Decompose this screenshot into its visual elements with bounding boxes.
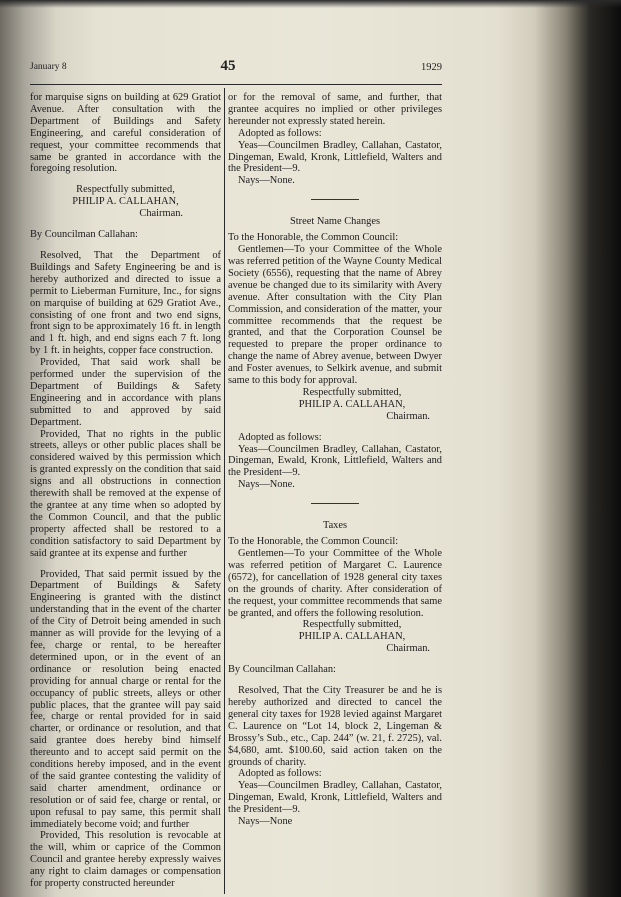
yeas-line: Yeas—Councilmen Bradley, Callahan, Castator, Dingeman, Ewald, Kronk, Littlefield, Walters and the President—9. [228,780,442,816]
paragraph: Gentlemen—To your Committee of the Whole was referred petition of Margaret C. Laurence (6572), for cancellation of 1928 general city taxes on the grounds of charity. After consideration of the request, your committee recommends that same be granted, and offers the following resolution. [228,548,442,619]
page-edge-shadow [0,0,621,8]
by-line: By Councilman Callahan: [228,664,336,676]
section-heading: Street Name Changes [289,216,381,228]
page-number: 45 [220,58,236,74]
signature-title: Chairman. [386,410,430,422]
section-separator [311,199,359,200]
salutation: To the Honorable, the Common Council: [228,536,399,548]
yeas-line: Yeas—Councilmen Bradley, Callahan, Castator, Dingeman, Ewald, Kronk, Littlefield, Walters and the President—9. [228,443,442,479]
paragraph: Provided, This resolution is revocable at the will, whim or caprice of the Common Council and grantee hereby expressly waives any right to claim damages or compensation for property constructed hereunder [30,830,221,890]
adopted-line: Adopted as follows: [238,768,322,780]
nays-line: Nays—None. [238,175,295,187]
column-divider [224,88,225,894]
adopted-line: Adopted as follows: [238,127,322,139]
paragraph: Provided, That said work shall be performed under the supervision of the Department of Buildings & Safety Engineering and in accordance with plans submitted to and approved by said Department. [30,357,221,428]
paragraph: Provided, That no rights in the public streets, alleys or other public places shall be considered waived by this permission which is granted expressly on the condition that said signs and all obstructions in connection therewith shall be removed at the expense of the grantee at any time when so adopted by the Common Council, and that the public property affected shall be restored to a condition satisfactory to said Department by said grantee at its expense and further [30,428,221,559]
paragraph: Gentlemen—To your Committee of the Whole was referred petition of the Wayne County Medical Society (6556), requesting that the name of Abrey avenue be changed due to its similarity with Avery avenue. After consultation with the City Plan Commission, and consideration of the matter, your committee recommends that the request be granted, and that the Corporation Counsel be requested to prepare the proper ordinance to change the name of Abrey avenue, between Dwyer and Foster avenues, to Selkirk avenue, and submit same to this body for approval. [228,244,442,387]
signature-name: PHILIP A. CALLAHAN, [72,196,179,208]
nays-line: Nays—None [238,816,293,828]
signature-title: Chairman. [386,643,430,655]
paragraph: or for the removal of same, and further, that grantee acquires no implied or other privileges hereunder not expressly stated herein. [228,92,442,127]
paragraph: Resolved, That the City Treasurer be and he is hereby authorized and directed to cancel the general city taxes for 1928 levied against Margaret C. Laurence on “Lot 14, block 2, Lingeman & Brossy’s Sub., etc., Cap. 244” (w. 21, f. 2725), val. $4,680, amt. $100.60, said action taken on the grounds of charity. [228,685,442,768]
paragraph: Resolved, That the Department of Buildings and Safety Engineering be and is hereby authorized and directed to issue a permit to Lieberman Furniture, Inc., for signs on marquise of building at 629 Gratiot Ave., consisting of one front and two end signs, front sign to be approximately 16 ft. in length and 1 ft. high, and end signs each 7 ft. long by 1 ft. in heights, copper face construction. [30,249,221,357]
salutation: To the Honorable, the Common Council: [228,232,399,244]
left-column [30,92,221,890]
section-heading: Taxes [322,520,348,532]
header-date: January 8 [30,62,67,72]
right-column [228,92,442,828]
signature-line: Respectfully submitted, [302,386,402,398]
header-rule [30,84,442,85]
nays-line: Nays—None. [238,479,295,491]
paragraph: for marquise signs on building at 629 Gratiot Avenue. After consultation with the Department of Buildings and Safety Engineering, and careful consideration of request, your committee recommends that same be granted in accordance with the foregoing resolution. [30,92,221,175]
by-line: By Councilman Callahan: [30,229,138,241]
yeas-line: Yeas—Councilmen Bradley, Callahan, Castator, Dingeman, Ewald, Kronk, Littlefield, Walters and the President—9. [228,139,442,175]
signature-line: Respectfully submitted, [302,619,402,631]
signature-name: PHILIP A. CALLAHAN, [298,398,406,410]
header-year: 1929 [421,62,442,73]
section-separator [311,503,359,504]
signature-name: PHILIP A. CALLAHAN, [298,631,406,643]
adopted-line: Adopted as follows: [238,431,322,443]
signature-title: Chairman. [139,208,183,220]
signature-line: Respectfully submitted, [76,184,175,196]
paragraph: Provided, That said permit issued by the Department of Buildings & Safety Engineering is granted with the distinct understanding that in the event of the charter of the City of Detroit being amended in such manner as will provide for the levying of a fee, charge or rental, to be hereafter determined upon, or in the event of an ordinance or resolution being enacted providing for annual charge or rental for the occupancy of public streets, alleys or other public places, that the grantee will pay said fee, charge or rental provided for in said charter, or ordinance or resolution, and that said grantee does hereby bind himself thereunto and to accept said permit on the conditions hereby imposed, and in the event of the said grantee contesting the validity of said charter amendment, ordinance or resolution or of said fee, charge or rental, or upon refusal to pay same, this permit shall immediately become void; and further [30,568,221,830]
